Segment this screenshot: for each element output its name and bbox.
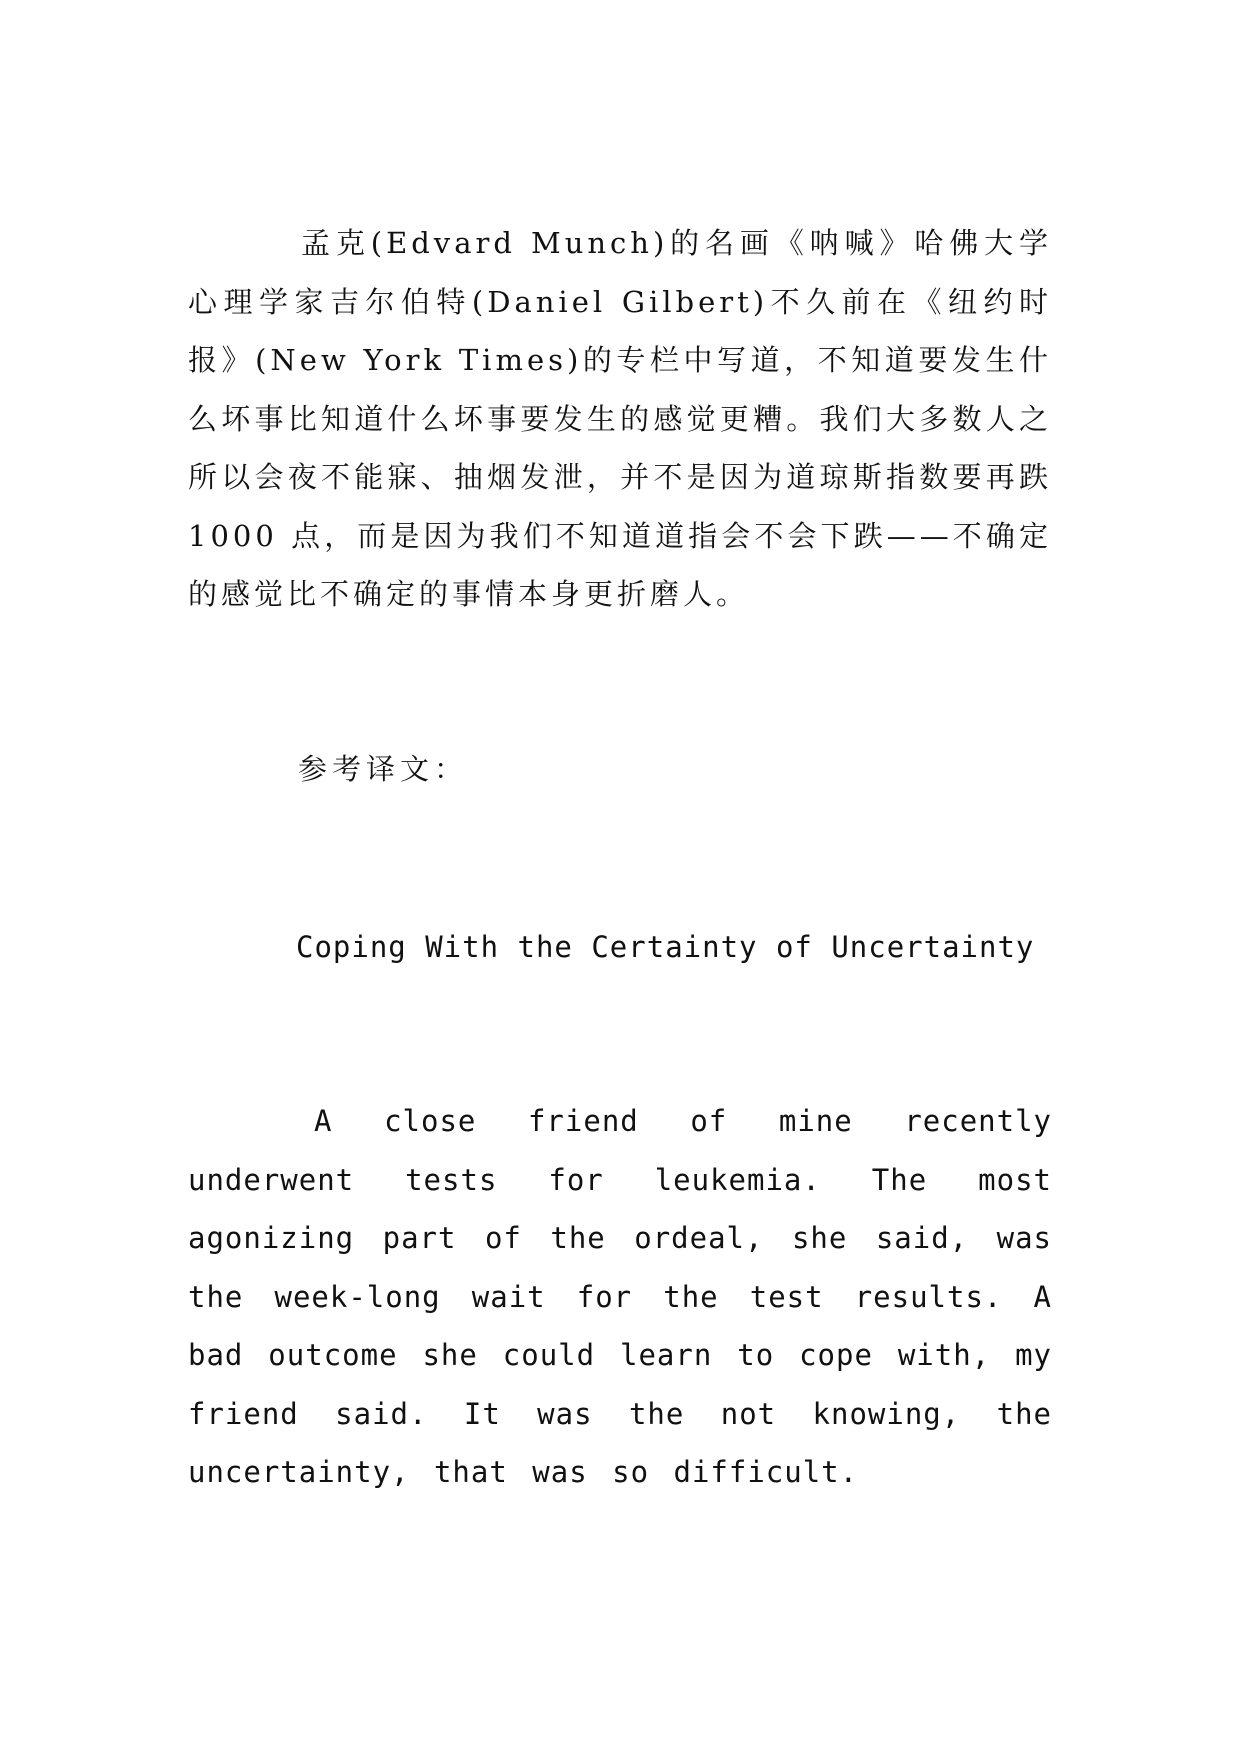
chinese-paragraph: 孟克(Edvard Munch)的名画《呐喊》哈佛大学心理学家吉尔伯特(Daniel Gilbert)不久前在《纽约时报》(New York Times)的专栏中写道，不知道要发生什么坏事比知道什么坏事要发生的感觉更糟。我们大多数人之所以会夜不能寐、抽烟发泄，并不是因为道琼斯指数要再跌1000 点，而是因为我们不知道道指会不会下跌——不确定的感觉比不确定的事情本身更折磨人。 — [188, 226, 1052, 611]
reference-translation-label: 参考译文： — [298, 752, 469, 786]
english-paragraph: A close friend of mine recently underwent tests for leukemia. The most agonizing part of the ordeal, she said, was the week-long wait for the test results. A bad outcome she could learn to cope with, my friend said. It was the not knowing, the uncertainty, that was so difficult. — [188, 1104, 1052, 1489]
translation-title: Coping With the Certainty of Uncertainty — [296, 930, 1035, 964]
